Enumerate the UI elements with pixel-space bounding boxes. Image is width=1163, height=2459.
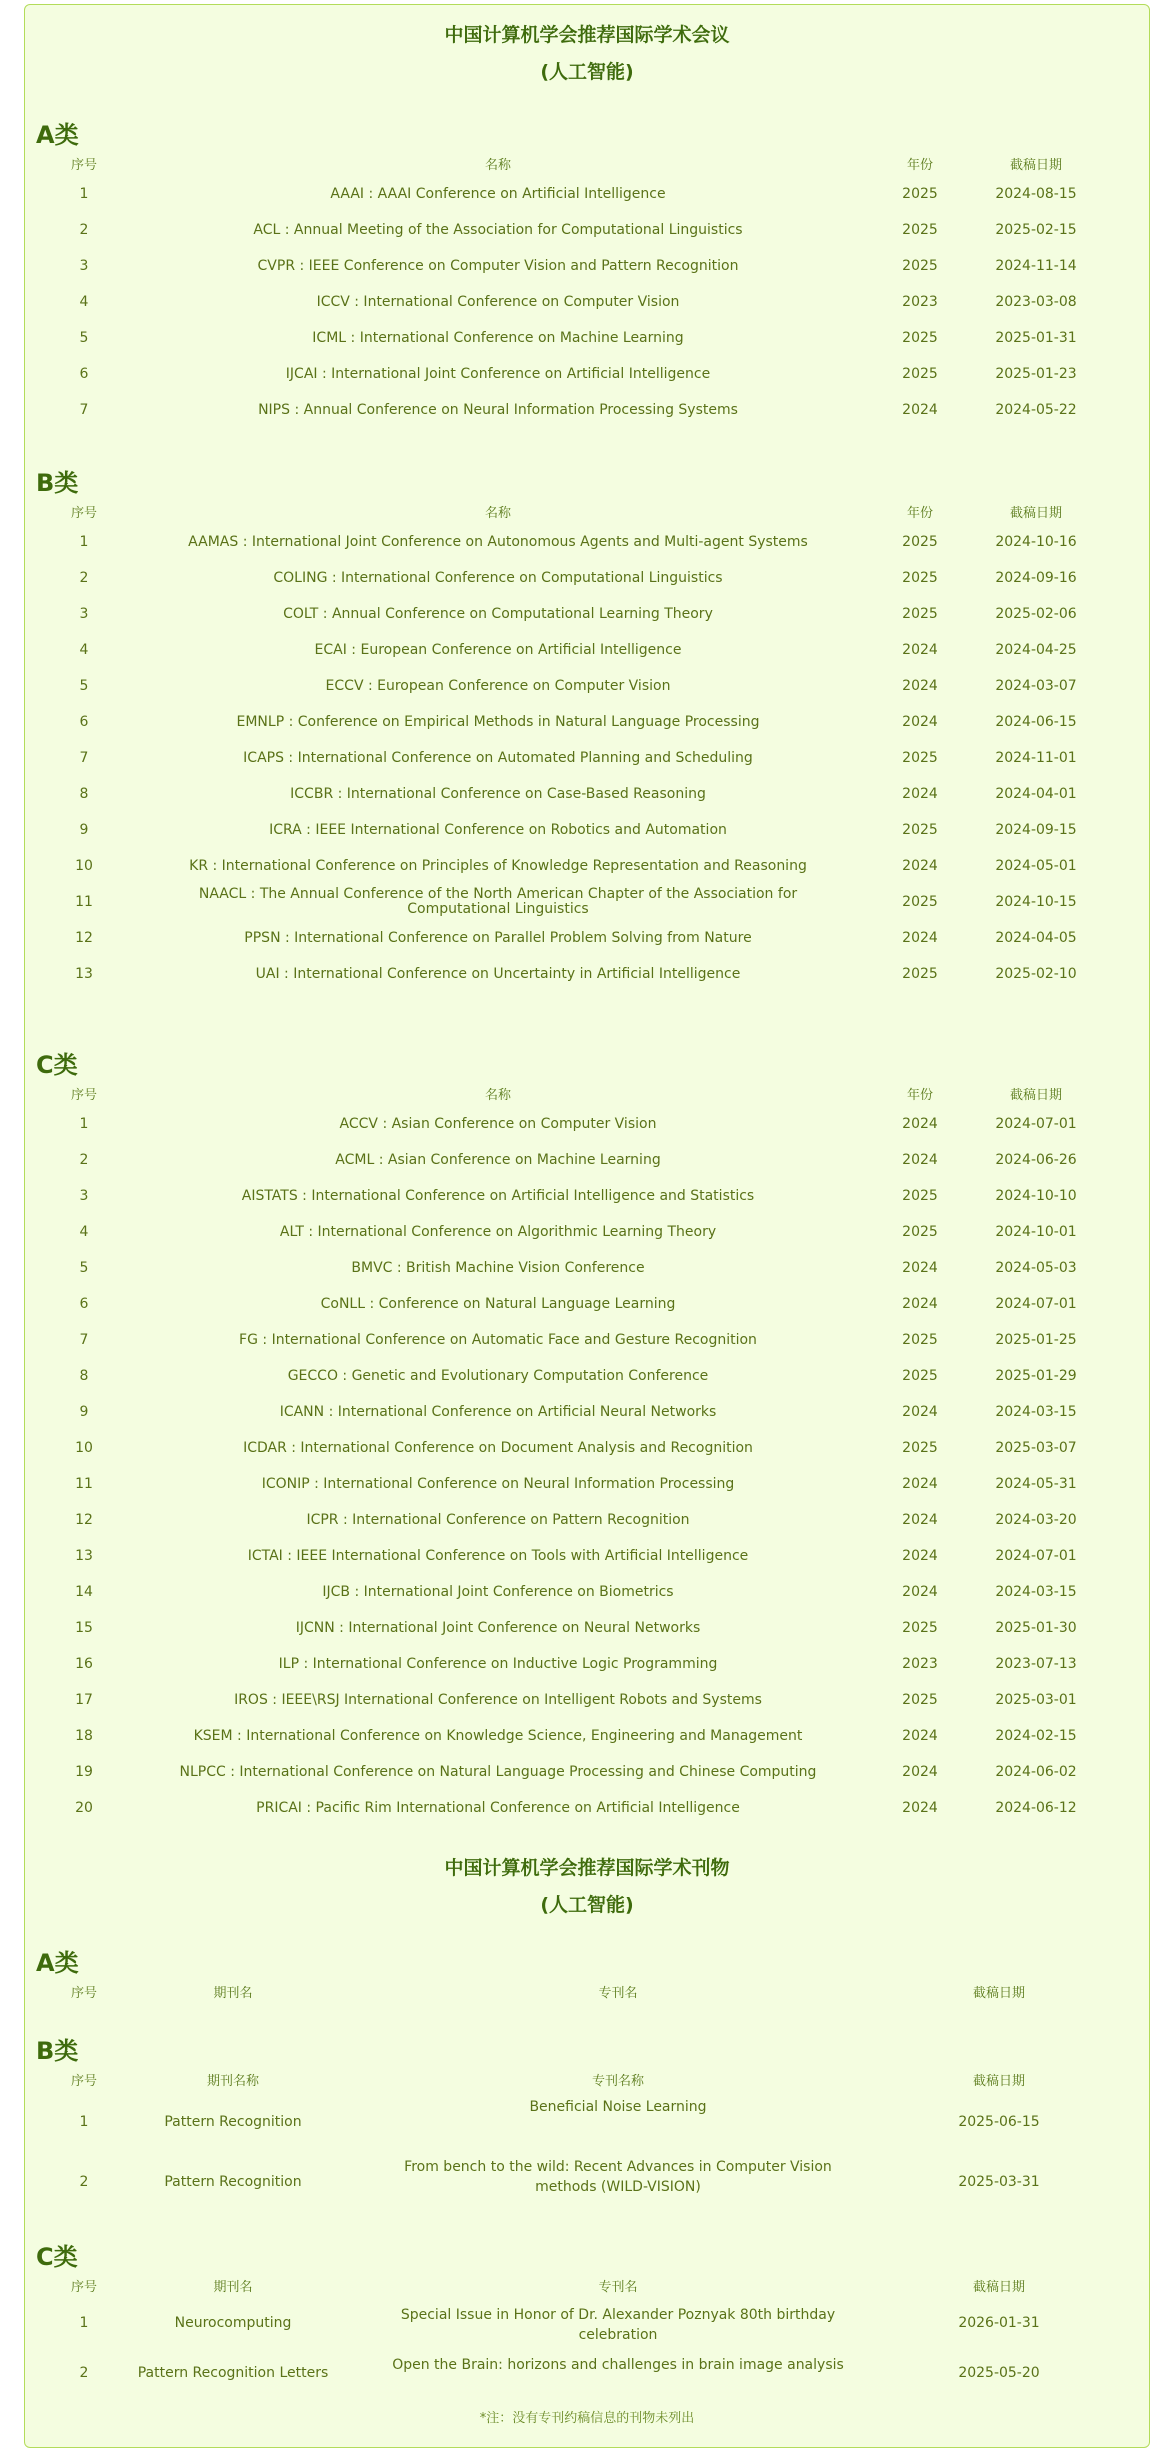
col-header-special: 专刊名 (598, 2279, 638, 2295)
cell-no: 9 (79, 1403, 89, 1420)
cell-name: ICPR : International Conference on Pattern Recognition (306, 1511, 690, 1528)
cell-deadline: 2024-10-10 (995, 1187, 1077, 1204)
col-header-deadline: 截稿日期 (1009, 505, 1062, 521)
cell-year: 2024 (902, 1295, 938, 1312)
table-row (50, 1430, 1110, 1466)
content-panel (24, 4, 1150, 2448)
cell-year: 2024 (902, 1403, 938, 1420)
cell-no: 20 (75, 1799, 93, 1816)
table-row (50, 1646, 1110, 1682)
cell-year: 2025 (902, 365, 938, 382)
cell-year: 2024 (902, 1547, 938, 1564)
cell-deadline: 2024-06-26 (995, 1151, 1077, 1168)
cell-journal: Pattern Recognition (164, 2174, 302, 2190)
cell-year: 2024 (902, 1583, 938, 1600)
cell-no: 19 (75, 1763, 93, 1780)
cell-no: 11 (75, 1475, 93, 1492)
table-row (50, 812, 1110, 848)
col-header-name: 名称 (484, 505, 511, 521)
cell-deadline: 2024-03-15 (995, 1403, 1077, 1420)
cell-name: ICANN : International Conference on Artificial Neural Networks (279, 1403, 717, 1420)
cell-name: GECCO : Genetic and Evolutionary Computation Conference (287, 1367, 709, 1384)
col-header-deadline: 截稿日期 (972, 2073, 1025, 2089)
table-row (50, 2298, 1110, 2348)
conference-table (50, 498, 1110, 992)
cell-year: 2024 (902, 1151, 938, 1168)
category-heading: A类 (36, 1949, 79, 1977)
journal-table (50, 2066, 1110, 2212)
cell-no: 15 (75, 1619, 93, 1636)
table-row (50, 392, 1110, 428)
cell-deadline: 2025-01-23 (995, 365, 1077, 382)
cell-name: ICCBR : International Conference on Case-Based Reasoning (290, 785, 706, 802)
cell-no: 6 (79, 713, 89, 730)
col-header-name: 名称 (484, 157, 511, 173)
cell-year: 2025 (902, 569, 938, 586)
cell-deadline: 2024-05-03 (995, 1259, 1077, 1276)
cell-year: 2024 (902, 1259, 938, 1276)
cell-name: ICONIP : International Conference on Neural Information Processing (261, 1475, 735, 1492)
cell-name: IROS : IEEE\RSJ International Conference on Intelligent Robots and Systems (234, 1691, 762, 1708)
table-row (50, 1178, 1110, 1214)
cell-no: 8 (79, 1367, 89, 1384)
cell-deadline: 2024-09-16 (995, 569, 1077, 586)
cell-name: FG : International Conference on Automatic Face and Gesture Recognition (239, 1331, 757, 1348)
cell-no: 10 (75, 1439, 93, 1456)
cell-no: 7 (79, 749, 89, 766)
cell-deadline: 2024-11-14 (995, 257, 1077, 274)
table-row (50, 1790, 1110, 1826)
cell-year: 2025 (902, 749, 938, 766)
cell-deadline: 2023-07-13 (995, 1655, 1077, 1672)
cell-no: 6 (79, 1295, 89, 1312)
cell-no: 5 (79, 1259, 89, 1276)
cell-name: ACCV : Asian Conference on Computer Vision (339, 1115, 657, 1132)
cell-no: 14 (75, 1583, 93, 1600)
journal-header (25, 1853, 1149, 1917)
cell-no: 5 (79, 677, 89, 694)
table-header-row (50, 1978, 1110, 2004)
cell-name: ACML : Asian Conference on Machine Learning (335, 1151, 661, 1168)
table-row (50, 632, 1110, 668)
cell-deadline: 2025-06-15 (958, 2114, 1040, 2130)
cell-no: 2 (79, 569, 89, 586)
table-row (50, 740, 1110, 776)
table-row (50, 884, 1110, 920)
col-header-special: 专刊名称 (591, 2073, 644, 2089)
table-row (50, 1394, 1110, 1430)
cell-deadline: 2024-06-02 (995, 1763, 1077, 1780)
cell-year: 2024 (902, 677, 938, 694)
cell-deadline: 2024-06-15 (995, 713, 1077, 730)
cell-no: 7 (79, 1331, 89, 1348)
category-heading: A类 (36, 121, 79, 149)
cell-deadline: 2023-03-08 (995, 293, 1077, 310)
conference-subtitle: (人工智能) (540, 61, 634, 83)
cell-name: BMVC : British Machine Vision Conference (351, 1259, 645, 1276)
cell-name: PPSN : International Conference on Parallel Problem Solving from Nature (244, 929, 752, 946)
cell-deadline: 2025-02-10 (995, 965, 1077, 982)
category-heading: B类 (36, 2037, 79, 2065)
col-header-no: 序号 (70, 157, 97, 173)
cell-deadline: 2024-10-16 (995, 533, 1077, 550)
cell-year: 2023 (902, 293, 938, 310)
cell-no: 7 (79, 401, 89, 418)
cell-year: 2025 (902, 533, 938, 550)
conference-category-b (25, 463, 1149, 992)
cell-no: 13 (75, 1547, 93, 1564)
cell-year: 2024 (902, 401, 938, 418)
cell-deadline: 2024-04-05 (995, 929, 1077, 946)
cell-year: 2024 (902, 1511, 938, 1528)
journal-title: 中国计算机学会推荐国际学术刊物 (444, 1857, 730, 1879)
cell-deadline: 2024-10-01 (995, 1223, 1077, 1240)
cell-name: IJCB : International Joint Conference on Biometrics (322, 1583, 674, 1600)
cell-no: 1 (79, 2114, 89, 2130)
cell-no: 16 (75, 1655, 93, 1672)
category-heading: C类 (36, 2243, 78, 2271)
cell-name: COLING : International Conference on Computational Linguistics (273, 569, 723, 586)
table-header-row (50, 150, 1110, 176)
cell-year: 2024 (902, 1727, 938, 1744)
cell-deadline: 2025-05-20 (958, 2365, 1040, 2381)
table-header-row (50, 498, 1110, 524)
cell-no: 4 (79, 1223, 89, 1240)
cell-special: Beneficial Noise Learning (529, 2099, 707, 2115)
cell-deadline: 2024-06-12 (995, 1799, 1077, 1816)
cell-deadline: 2024-05-01 (995, 857, 1077, 874)
cell-deadline: 2025-01-29 (995, 1367, 1077, 1384)
cell-special: Special Issue in Honor of Dr. Alexander Poznyak 80th birthday celebration (400, 2307, 836, 2343)
cell-no: 10 (75, 857, 93, 874)
cell-year: 2024 (902, 929, 938, 946)
footnote: *注：没有专刊约稿信息的刊物未列出 (479, 2411, 695, 2426)
cell-name: AISTATS : International Conference on Artificial Intelligence and Statistics (241, 1187, 755, 1204)
col-header-deadline: 截稿日期 (972, 1985, 1025, 2001)
table-row (50, 1358, 1110, 1394)
cell-year: 2025 (902, 1187, 938, 1204)
cell-deadline: 2025-01-25 (995, 1331, 1077, 1348)
table-row (50, 1610, 1110, 1646)
table-row (50, 356, 1110, 392)
col-header-special: 专刊名 (598, 1985, 638, 2001)
cell-name: ECAI : European Conference on Artificial Intelligence (314, 641, 682, 658)
table-row (50, 560, 1110, 596)
cell-year: 2025 (902, 257, 938, 274)
cell-year: 2025 (902, 1619, 938, 1636)
cell-special: Open the Brain: horizons and challenges in brain image analysis (392, 2357, 844, 2373)
cell-no: 12 (75, 929, 93, 946)
cell-deadline: 2024-05-22 (995, 401, 1077, 418)
table-row (50, 1718, 1110, 1754)
cell-year: 2025 (902, 1367, 938, 1384)
conference-title: 中国计算机学会推荐国际学术会议 (444, 24, 730, 46)
cell-no: 4 (79, 641, 89, 658)
cell-year: 2025 (902, 185, 938, 202)
cell-no: 8 (79, 785, 89, 802)
conference-header (25, 20, 1149, 84)
cell-deadline: 2025-02-06 (995, 605, 1077, 622)
cell-no: 5 (79, 329, 89, 346)
table-row (50, 524, 1110, 560)
table-row (50, 848, 1110, 884)
cell-year: 2024 (902, 1799, 938, 1816)
category-heading: B类 (36, 469, 79, 497)
cell-journal: Neurocomputing (174, 2315, 292, 2331)
col-header-name: 名称 (484, 1087, 511, 1103)
table-row (50, 1250, 1110, 1286)
cell-name: UAI : International Conference on Uncertainty in Artificial Intelligence (255, 965, 741, 982)
conference-category-c (25, 1045, 1149, 1826)
cell-no: 2 (79, 2365, 89, 2381)
cell-year: 2024 (902, 785, 938, 802)
cell-no: 2 (79, 221, 89, 238)
table-row (50, 1538, 1110, 1574)
col-header-year: 年份 (906, 157, 933, 173)
cell-year: 2024 (902, 713, 938, 730)
table-row (50, 1286, 1110, 1322)
cell-name: COLT : Annual Conference on Computational Learning Theory (283, 605, 713, 622)
table-row (50, 2092, 1110, 2152)
journal-table (50, 2272, 1110, 2398)
cell-deadline: 2024-07-01 (995, 1115, 1077, 1132)
cell-year: 2025 (902, 221, 938, 238)
table-row (50, 320, 1110, 356)
col-header-deadline: 截稿日期 (1009, 1087, 1062, 1103)
cell-deadline: 2024-11-01 (995, 749, 1077, 766)
cell-no: 3 (79, 257, 89, 274)
cell-deadline: 2024-03-07 (995, 677, 1077, 694)
cell-deadline: 2024-04-25 (995, 641, 1077, 658)
cell-year: 2025 (902, 1331, 938, 1348)
conference-category-a (25, 115, 1149, 428)
cell-deadline: 2025-01-31 (995, 329, 1077, 346)
cell-name: ILP : International Conference on Inductive Logic Programming (278, 1655, 718, 1672)
category-heading: C类 (36, 1051, 78, 1079)
cell-name: ACL : Annual Meeting of the Association for Computational Linguistics (253, 221, 743, 238)
table-row (50, 248, 1110, 284)
table-row (50, 668, 1110, 704)
col-header-no: 序号 (70, 1985, 97, 2001)
table-row (50, 1466, 1110, 1502)
col-header-year: 年份 (906, 1087, 933, 1103)
cell-name: IJCAI : International Joint Conference on Artificial Intelligence (285, 365, 711, 382)
cell-name: NAACL : The Annual Conference of the North American Chapter of the Association for Computational Linguistics (198, 886, 798, 917)
cell-no: 4 (79, 293, 89, 310)
cell-year: 2025 (902, 1439, 938, 1456)
table-row (50, 2348, 1110, 2398)
table-row (50, 1106, 1110, 1142)
cell-name: NLPCC : International Conference on Natural Language Processing and Chinese Computing (179, 1763, 817, 1780)
col-header-year: 年份 (906, 505, 933, 521)
cell-name: PRICAI : Pacific Rim International Conference on Artificial Intelligence (256, 1799, 740, 1816)
cell-deadline: 2024-07-01 (995, 1295, 1077, 1312)
col-header-no: 序号 (70, 2279, 97, 2295)
conference-table (50, 150, 1110, 428)
cell-no: 11 (75, 893, 93, 910)
cell-no: 13 (75, 965, 93, 982)
cell-deadline: 2025-03-07 (995, 1439, 1077, 1456)
table-row (50, 776, 1110, 812)
table-row (50, 1502, 1110, 1538)
cell-no: 2 (79, 1151, 89, 1168)
cell-name: EMNLP : Conference on Empirical Methods in Natural Language Processing (236, 713, 760, 730)
cell-name: KSEM : International Conference on Knowledge Science, Engineering and Management (193, 1727, 803, 1744)
col-header-deadline: 截稿日期 (1009, 157, 1062, 173)
cell-no: 9 (79, 821, 89, 838)
cell-name: CVPR : IEEE Conference on Computer Vision and Pattern Recognition (257, 257, 739, 274)
cell-deadline: 2025-02-15 (995, 221, 1077, 238)
cell-name: IJCNN : International Joint Conference on Neural Networks (295, 1619, 701, 1636)
table-row (50, 1574, 1110, 1610)
cell-name: KR : International Conference on Principles of Knowledge Representation and Reasoning (189, 857, 807, 874)
cell-year: 2025 (902, 1691, 938, 1708)
table-row (50, 1682, 1110, 1718)
col-header-no: 序号 (70, 2073, 97, 2089)
cell-no: 1 (79, 1115, 89, 1132)
cell-deadline: 2024-05-31 (995, 1475, 1077, 1492)
col-header-deadline: 截稿日期 (972, 2279, 1025, 2295)
table-row (50, 920, 1110, 956)
cell-name: ECCV : European Conference on Computer Vision (325, 677, 671, 694)
col-header-journal: 期刊名 (213, 1985, 253, 2001)
cell-no: 12 (75, 1511, 93, 1528)
cell-year: 2025 (902, 1223, 938, 1240)
cell-journal: Pattern Recognition (164, 2114, 302, 2130)
table-row (50, 1322, 1110, 1358)
cell-year: 2025 (902, 821, 938, 838)
table-row (50, 956, 1110, 992)
cell-no: 18 (75, 1727, 93, 1744)
cell-no: 6 (79, 365, 89, 382)
cell-year: 2024 (902, 1475, 938, 1492)
cell-no: 1 (79, 2315, 89, 2331)
table-row (50, 1754, 1110, 1790)
cell-deadline: 2026-01-31 (958, 2315, 1040, 2331)
cell-deadline: 2024-03-20 (995, 1511, 1077, 1528)
cell-no: 3 (79, 1187, 89, 1204)
cell-deadline: 2025-01-30 (995, 1619, 1077, 1636)
col-header-journal: 期刊名称 (206, 2073, 259, 2089)
cell-deadline: 2024-03-15 (995, 1583, 1077, 1600)
table-header-row (50, 2272, 1110, 2298)
cell-deadline: 2024-07-01 (995, 1547, 1077, 1564)
conference-table (50, 1080, 1110, 1826)
table-header-row (50, 2066, 1110, 2092)
cell-deadline: 2024-08-15 (995, 185, 1077, 202)
col-header-journal: 期刊名 (213, 2279, 253, 2295)
cell-no: 1 (79, 185, 89, 202)
cell-name: ICAPS : International Conference on Automated Planning and Scheduling (243, 749, 753, 766)
col-header-no: 序号 (70, 505, 97, 521)
cell-year: 2024 (902, 857, 938, 874)
table-row (50, 704, 1110, 740)
cell-year: 2024 (902, 1115, 938, 1132)
cell-name: ICDAR : International Conference on Document Analysis and Recognition (243, 1439, 753, 1456)
cell-year: 2024 (902, 1763, 938, 1780)
cell-deadline: 2024-04-01 (995, 785, 1077, 802)
cell-deadline: 2025-03-01 (995, 1691, 1077, 1708)
cell-name: ICTAI : IEEE International Conference on Tools with Artificial Intelligence (247, 1547, 749, 1564)
cell-name: ICRA : IEEE International Conference on Robotics and Automation (269, 821, 727, 838)
cell-deadline: 2024-09-15 (995, 821, 1077, 838)
cell-name: AAMAS : International Joint Conference on Autonomous Agents and Multi-agent Systems (188, 533, 808, 550)
cell-no: 17 (75, 1691, 93, 1708)
table-row (50, 212, 1110, 248)
journal-table (50, 1978, 1110, 2004)
col-header-no: 序号 (70, 1087, 97, 1103)
cell-name: NIPS : Annual Conference on Neural Information Processing Systems (258, 401, 738, 418)
table-row (50, 176, 1110, 212)
journal-category-c (25, 2237, 1149, 2398)
cell-no: 3 (79, 605, 89, 622)
cell-name: ICML : International Conference on Machine Learning (312, 329, 684, 346)
cell-year: 2023 (902, 1655, 938, 1672)
cell-journal: Pattern Recognition Letters (137, 2365, 329, 2381)
cell-name: ALT : International Conference on Algorithmic Learning Theory (279, 1223, 717, 1240)
cell-no: 2 (79, 2174, 89, 2190)
cell-year: 2025 (902, 605, 938, 622)
table-row (50, 2152, 1110, 2212)
journal-category-b (25, 2031, 1149, 2212)
cell-year: 2025 (902, 965, 938, 982)
table-row (50, 1142, 1110, 1178)
cell-name: CoNLL : Conference on Natural Language Learning (320, 1295, 676, 1312)
cell-year: 2025 (902, 893, 938, 910)
journal-subtitle: (人工智能) (540, 1894, 634, 1916)
table-row (50, 1214, 1110, 1250)
cell-deadline: 2024-02-15 (995, 1727, 1077, 1744)
cell-year: 2024 (902, 641, 938, 658)
table-row (50, 284, 1110, 320)
cell-deadline: 2024-10-15 (995, 893, 1077, 910)
cell-name: ICCV : International Conference on Computer Vision (316, 293, 680, 310)
cell-deadline: 2025-03-31 (958, 2174, 1040, 2190)
cell-year: 2025 (902, 329, 938, 346)
table-header-row (50, 1080, 1110, 1106)
cell-name: AAAI : AAAI Conference on Artificial Intelligence (330, 185, 666, 202)
table-row (50, 596, 1110, 632)
cell-no: 1 (79, 533, 89, 550)
journal-category-a (25, 1943, 1149, 2004)
cell-special: From bench to the wild: Recent Advances in Computer Vision methods (WILD-VISION) (404, 2159, 832, 2195)
